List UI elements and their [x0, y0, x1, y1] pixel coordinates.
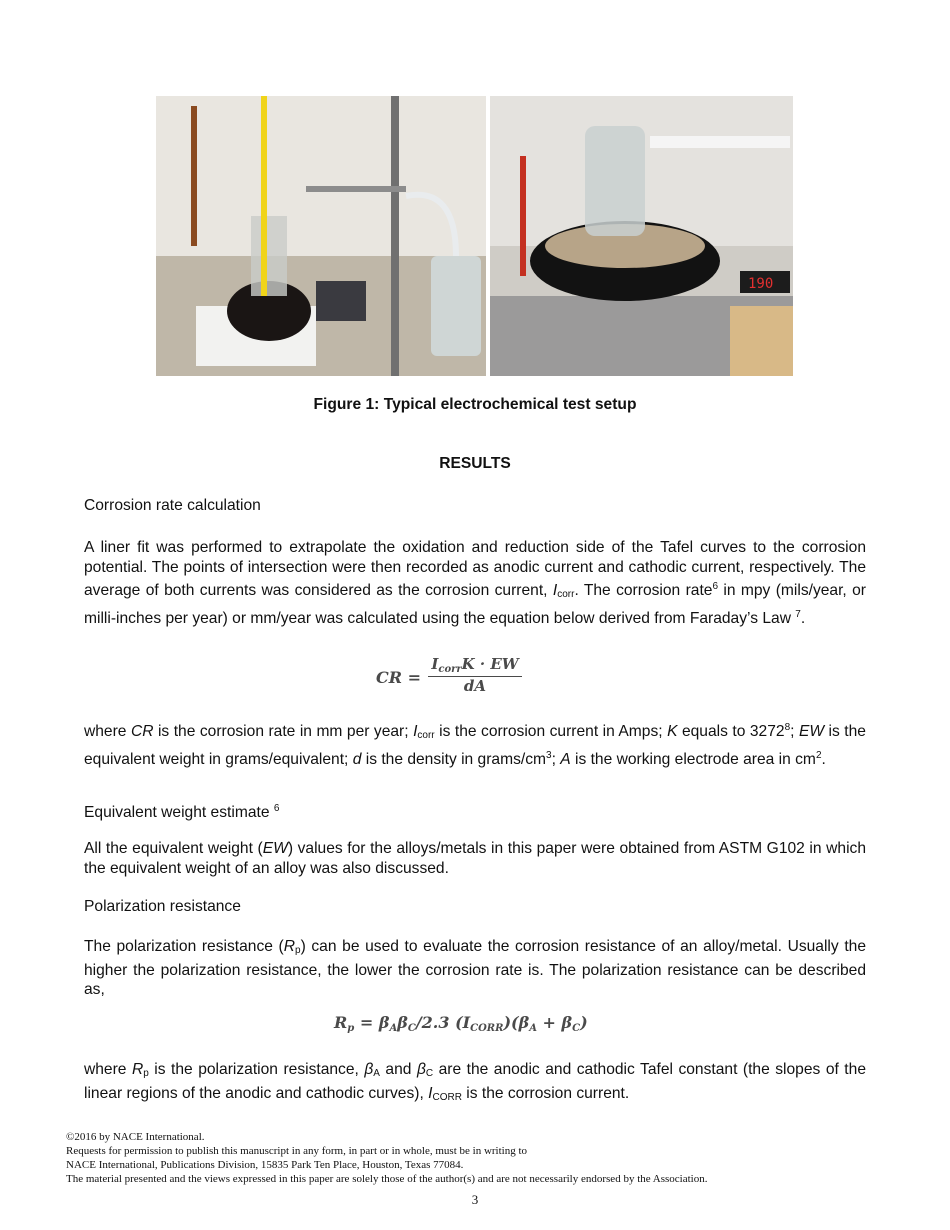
- paragraph-polarization-definitions: where $R_p$ is the polarization resistance, $\beta_A$ and $\beta_C$ are the anodic and cathodic Tafel constant (the slopes of the linear regions of the anodic and cathodic curves), $I_{CORR}$ is the corrosion current.: [84, 1061, 866, 1103]
- section-heading-results: RESULTS: [439, 455, 511, 472]
- paragraph-variable-definitions: where CR is the corrosion rate in mm per year; $I_{corr}$ is the corrosion current in Amps; K equals to 3272$^8$; EW is the equivalent weight in grams/equivalent; d is the density in grams/$cm^3$; A is the working electrode area in $cm^2$.: [84, 722, 866, 768]
- display-readout: 190: [748, 276, 774, 292]
- paragraph-corrosion-rate: A liner fit was performed to extrapolate the oxidation and reduction side of the Tafel curves to the corrosion potential. The points of intersection were then recorded as anodic current and cathodic current, respectively. The average of both currents was considered as the corrosion current, $I_{corr}$. The corrosion rate$^6$ in mpy (mils/year, or milli-inches per year) or mm/year was calculated using the equation below derived from Faraday’s Law $^7$.: [84, 539, 866, 627]
- equation-polarization-resistance: Rp = βAβC/2.3 (ICORR)(βA + βC): [334, 1013, 588, 1034]
- paragraph-polarization-resistance: The polarization resistance $(R_p)$ can be used to evaluate the corrosion resistance of an alloy/metal. Usually the higher the polarization resistance, the lower the corrosion rate is. The polarization resistance can be described as,: [84, 938, 866, 998]
- footer-permission: Requests for permission to publish this manuscript in any form, in part or in whole, must be in writing to: [66, 1145, 528, 1157]
- paragraph-equivalent-weight: All the equivalent weight (EW) values for the alloys/metals in this paper were obtained from ASTM G102 in which the equivalent weight of an alloy was also discussed.: [84, 840, 867, 877]
- subsection-title-equivalent-weight: Equivalent weight estimate $^6$: [84, 803, 280, 821]
- footer-copyright: ©2016 by NACE International.: [66, 1131, 205, 1143]
- figure-caption: Figure 1: Typical electrochemical test setup: [313, 396, 637, 413]
- footer-address: NACE International, Publications Division, 15835 Park Ten Place, Houston, Texas 77084.: [66, 1159, 464, 1171]
- page-number: 3: [471, 1192, 479, 1207]
- subsection-title-polarization-resistance: Polarization resistance: [84, 898, 241, 915]
- photo-right-test-setup: [490, 96, 793, 376]
- footer-disclaimer: The material presented and the views expressed in this paper are solely those of the author(s) and are not necessarily endorsed by the Association.: [66, 1173, 708, 1185]
- subsection-title-corrosion-rate: Corrosion rate calculation: [84, 497, 261, 514]
- photo-left-electrochemical-cell: [156, 96, 486, 376]
